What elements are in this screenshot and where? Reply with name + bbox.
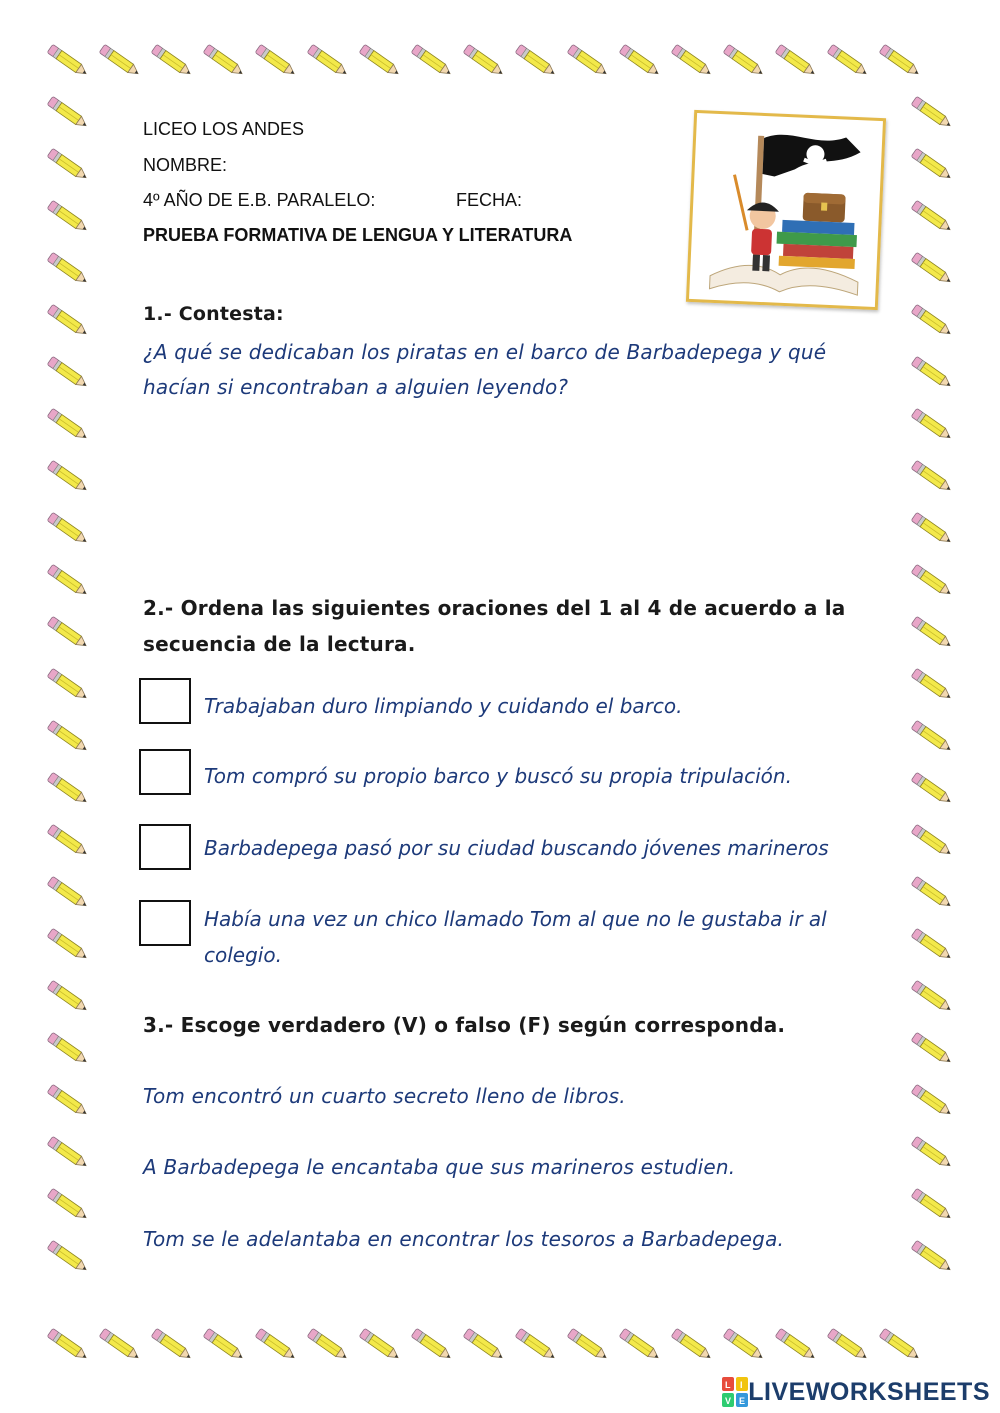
pencil-icon xyxy=(906,616,958,650)
pencil-icon xyxy=(614,1328,666,1362)
statement-1[interactable]: Tom encontró un cuarto secreto lleno de libros. xyxy=(143,1084,626,1108)
pencil-icon xyxy=(42,1328,94,1362)
pencil-icon xyxy=(458,1328,510,1362)
pencil-icon xyxy=(906,720,958,754)
question1-text-line2: hacían si encontraban a alguien leyendo? xyxy=(143,375,569,399)
pencil-icon xyxy=(822,44,874,78)
pencil-icon xyxy=(146,44,198,78)
pencil-icon xyxy=(42,720,94,754)
order-item-1: Trabajaban duro limpiando y cuidando el barco. xyxy=(204,694,683,718)
pencil-icon xyxy=(354,1328,406,1362)
pencil-icon xyxy=(562,1328,614,1362)
pencil-icon xyxy=(906,1188,958,1222)
order-item-4-line1: Había una vez un chico llamado Tom al que no le gustaba ir al xyxy=(204,907,827,931)
pencil-icon xyxy=(42,1084,94,1118)
pencil-icon xyxy=(198,1328,250,1362)
pencil-icon xyxy=(718,44,770,78)
pencil-icon xyxy=(302,1328,354,1362)
pencil-icon xyxy=(42,96,94,130)
pencil-icon xyxy=(906,772,958,806)
pencil-icon xyxy=(874,1328,926,1362)
liveworksheets-brand xyxy=(722,1377,990,1407)
pencil-icon xyxy=(42,616,94,650)
name-label: NOMBRE: xyxy=(143,155,228,175)
pencil-icon xyxy=(94,1328,146,1362)
order-item-3: Barbadepega pasó por su ciudad buscando jóvenes marineros xyxy=(204,836,829,860)
pencil-icon xyxy=(718,1328,770,1362)
pencil-icon xyxy=(42,668,94,702)
pencil-icon xyxy=(906,148,958,182)
pencil-icon xyxy=(874,44,926,78)
grade-label: 4º AÑO DE E.B. PARALELO: xyxy=(143,190,376,210)
pencil-icon xyxy=(354,44,406,78)
pencil-icon xyxy=(906,96,958,130)
school-name: LICEO LOS ANDES xyxy=(143,119,305,139)
pencil-icon xyxy=(510,1328,562,1362)
question1-text-line1: ¿A qué se dedicaban los piratas en el barco de Barbadepega y qué xyxy=(143,340,827,364)
pencil-icon xyxy=(906,824,958,858)
statement-2[interactable]: A Barbadepega le encantaba que sus marineros estudien. xyxy=(143,1155,736,1179)
pencil-icon xyxy=(198,44,250,78)
order-input-3[interactable] xyxy=(139,824,191,870)
pencil-icon xyxy=(42,512,94,546)
pencil-icon xyxy=(666,1328,718,1362)
pencil-icon xyxy=(42,1188,94,1222)
pencil-icon xyxy=(42,564,94,598)
question2-title-line2: secuencia de la lectura. xyxy=(143,632,416,656)
question2-title-line1: 2.- Ordena las siguientes oraciones del 1 al 4 de acuerdo a la xyxy=(143,596,846,620)
pencil-icon xyxy=(906,408,958,442)
pencil-icon xyxy=(458,44,510,78)
pencil-icon xyxy=(42,408,94,442)
pencil-icon xyxy=(250,1328,302,1362)
pencil-icon xyxy=(906,200,958,234)
order-item-4-line2: colegio. xyxy=(204,943,282,967)
pencil-icon xyxy=(906,356,958,390)
svg-text:L: L xyxy=(725,1380,731,1390)
pencil-icon xyxy=(906,1240,958,1274)
pencil-icon xyxy=(906,1032,958,1066)
pencil-icon xyxy=(614,44,666,78)
pencil-icon xyxy=(510,44,562,78)
pencil-icon xyxy=(94,44,146,78)
pencil-icon xyxy=(42,980,94,1014)
pencil-icon xyxy=(406,1328,458,1362)
pencil-icon xyxy=(250,44,302,78)
order-input-4[interactable] xyxy=(139,900,191,946)
pencil-icon xyxy=(42,44,94,78)
pencil-icon xyxy=(42,928,94,962)
pencil-icon xyxy=(562,44,614,78)
pencil-icon xyxy=(906,460,958,494)
pencil-icon xyxy=(42,304,94,338)
pencil-icon xyxy=(42,1240,94,1274)
pencil-icon xyxy=(42,1032,94,1066)
svg-text:V: V xyxy=(725,1396,732,1406)
pencil-icon xyxy=(42,876,94,910)
pencil-icon xyxy=(906,928,958,962)
pencil-icon xyxy=(906,304,958,338)
pencil-icon xyxy=(42,824,94,858)
order-item-2: Tom compró su propio barco y buscó su propia tripulación. xyxy=(204,764,792,788)
order-input-1[interactable] xyxy=(139,678,191,724)
pencil-icon xyxy=(42,252,94,286)
pencil-icon xyxy=(146,1328,198,1362)
pencil-icon xyxy=(906,668,958,702)
pencil-icon xyxy=(770,44,822,78)
pencil-icon xyxy=(906,512,958,546)
pirate-books-icon xyxy=(689,113,877,301)
pencil-icon xyxy=(42,200,94,234)
question3-title: 3.- Escoge verdadero (V) o falso (F) según corresponda. xyxy=(143,1013,786,1037)
liveworksheets-logo-icon xyxy=(722,1377,748,1407)
pencil-icon xyxy=(906,1084,958,1118)
pencil-icon xyxy=(666,44,718,78)
svg-text:E: E xyxy=(739,1396,746,1406)
pirate-illustration xyxy=(686,110,886,310)
statement-3[interactable]: Tom se le adelantaba en encontrar los tesoros a Barbadepega. xyxy=(143,1227,785,1251)
pencil-icon xyxy=(906,876,958,910)
order-input-2[interactable] xyxy=(139,749,191,795)
brand-name: LIVEWORKSHEETS xyxy=(748,1377,990,1406)
pencil-icon xyxy=(42,148,94,182)
pencil-icon xyxy=(906,564,958,598)
pencil-icon xyxy=(822,1328,874,1362)
question1-title: 1.- Contesta: xyxy=(143,303,284,325)
pencil-icon xyxy=(406,44,458,78)
pencil-icon xyxy=(42,772,94,806)
pencil-icon xyxy=(906,1136,958,1170)
svg-text:I: I xyxy=(740,1380,743,1390)
pencil-icon xyxy=(302,44,354,78)
test-title: PRUEBA FORMATIVA DE LENGUA Y LITERATURA xyxy=(143,225,573,245)
date-label: FECHA: xyxy=(456,190,523,210)
pencil-icon xyxy=(42,1136,94,1170)
pencil-icon xyxy=(770,1328,822,1362)
pencil-icon xyxy=(906,252,958,286)
question1-answer-area[interactable] xyxy=(143,415,843,565)
pencil-icon xyxy=(42,460,94,494)
pencil-icon xyxy=(42,356,94,390)
pencil-icon xyxy=(906,980,958,1014)
